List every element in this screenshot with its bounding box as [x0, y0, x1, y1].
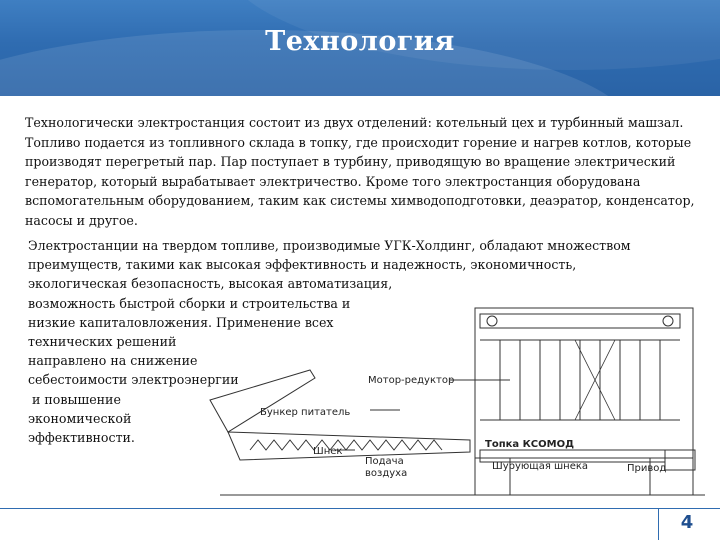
- label-screw: Шнек: [313, 446, 343, 457]
- paragraph-line: низкие капиталовложения. Применение всех: [28, 314, 334, 330]
- label-bunker: Бункер питатель: [260, 407, 351, 418]
- footer-divider: [0, 508, 720, 509]
- paragraph-intro: Технологически электростанция состоит из двух отделений: котельный цех и турбинный машзал. Топливо подается из топливного склада в топку, где происходит горение и нагрев котлов, которые производят перегретый пар. Пар поступает в турбину, приводящую во вращение электрический генератор, который вырабатывает электричество. Кроме того электростанция оборудована вспомогательным оборудованием, таким как системы химводоподготовки, деаэратор, конденсатор, насосы и другое.: [25, 115, 695, 228]
- label-air-supply: Подача: [365, 456, 404, 467]
- paragraph-line: экологическая безопасность, высокая автоматизация,: [28, 276, 393, 292]
- paragraph-line: себестоимости электроэнергии: [28, 372, 239, 388]
- label-motor-reducer: Мотор-редуктор: [368, 375, 455, 386]
- slide-header: [0, 0, 720, 96]
- paragraph-line: и повышение: [28, 391, 121, 407]
- label-drive: Привод: [627, 463, 667, 474]
- paragraph-line: технических решений: [28, 334, 177, 350]
- label-air-supply: воздуха: [365, 468, 408, 479]
- paragraph-line: направлено на снижение: [28, 353, 198, 369]
- paragraph-line: экономической: [28, 410, 132, 426]
- paragraph-line: эффективности.: [28, 430, 135, 446]
- paragraph-line: Электростанции на твердом топливе, производимые УГК-Холдинг, обладают множеством: [28, 238, 631, 253]
- bunker-hopper: [210, 370, 315, 432]
- label-furnace: Топка КСОМОД: [485, 439, 574, 450]
- paragraph-line: возможность быстрой сборки и строительства и: [28, 295, 351, 311]
- page-number: 4: [680, 512, 694, 533]
- slide-title: Технология: [265, 26, 455, 57]
- boiler-diagram: [180, 300, 715, 500]
- label-screw-grate: Шурующая шнека: [492, 461, 589, 472]
- paragraph-line: преимуществ, такими как высокая эффективность и надежность, экономичность,: [28, 257, 577, 273]
- footer-separator: [658, 508, 659, 540]
